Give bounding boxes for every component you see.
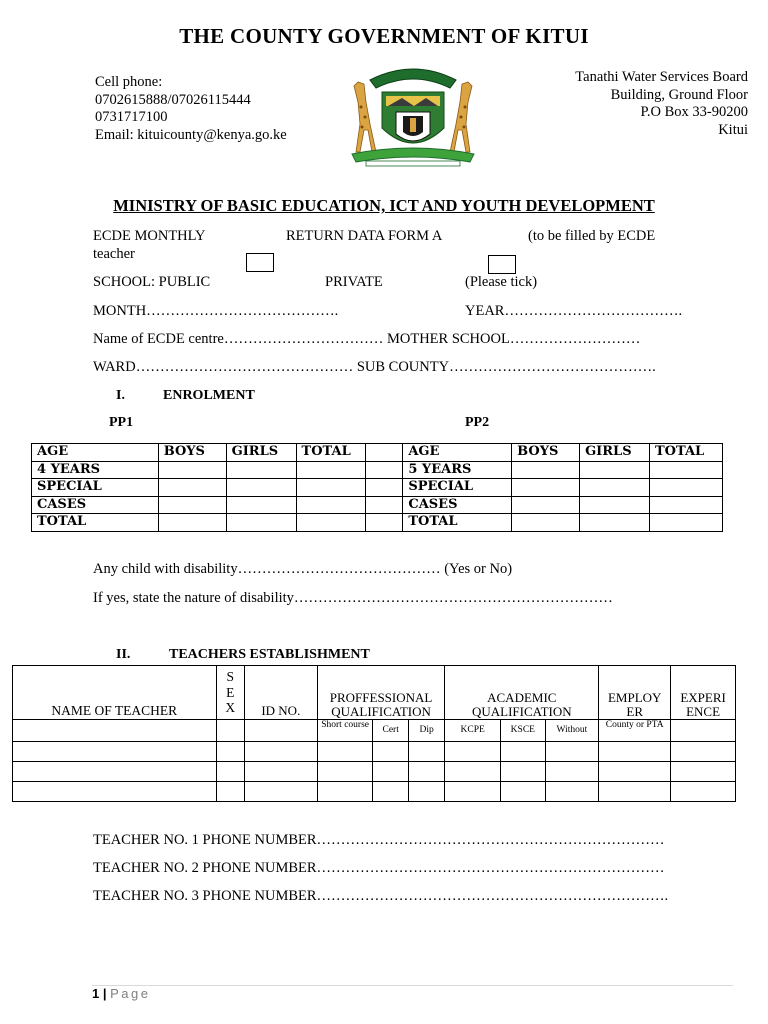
input-cell[interactable] <box>512 479 580 497</box>
disability-nature-question[interactable]: If yes, state the nature of disability………………………………………………………… <box>93 590 613 606</box>
input-cell[interactable] <box>13 782 217 802</box>
address-line: Tanathi Water Services Board <box>575 69 748 85</box>
input-cell[interactable] <box>599 742 671 762</box>
spacer-cell <box>365 461 403 479</box>
input-cell[interactable] <box>501 762 546 782</box>
teachers-heading: TEACHERS ESTABLISHMENT <box>169 647 370 662</box>
contact-info-right <box>575 69 748 139</box>
input-cell[interactable] <box>545 762 599 782</box>
spacer-cell <box>365 514 403 532</box>
header-line: QUALIFICATION <box>471 704 572 719</box>
input-cell[interactable] <box>226 461 296 479</box>
column-header: NAME OF TEACHER <box>13 666 217 720</box>
input-cell[interactable] <box>545 782 599 802</box>
input-cell[interactable] <box>580 479 650 497</box>
contact-line: Cell phone: <box>95 74 163 90</box>
spacer-cell <box>365 496 403 514</box>
header-line: EMPLOY <box>607 690 662 705</box>
column-header-experience <box>671 666 736 720</box>
input-cell[interactable] <box>373 762 408 782</box>
row-label: TOTAL <box>32 514 159 532</box>
contact-line: 0731717100 <box>95 109 168 125</box>
column-header-acad <box>445 666 599 720</box>
teacher-1-phone-field[interactable]: TEACHER NO. 1 PHONE NUMBER……………………………………………………………… <box>93 832 665 848</box>
subheader: Without <box>545 720 599 742</box>
enrolment-table <box>31 443 723 532</box>
input-cell[interactable] <box>226 496 296 514</box>
ecde-centre-field[interactable]: Name of ECDE centre…………………………… MOTHER SCHOOL……………………… <box>93 331 641 347</box>
input-cell[interactable] <box>512 514 580 532</box>
row-label: TOTAL <box>403 514 512 532</box>
section-numeral: II. <box>116 647 131 662</box>
document-title: THE COUNTY GOVERNMENT OF KITUI <box>179 24 589 48</box>
input-cell[interactable] <box>158 514 226 532</box>
input-cell[interactable] <box>445 762 501 782</box>
input-cell[interactable] <box>408 742 444 762</box>
input-cell[interactable] <box>13 762 217 782</box>
column-header: GIRLS <box>580 444 650 462</box>
input-cell[interactable] <box>244 762 317 782</box>
row-label: 4 YEARS <box>32 461 159 479</box>
subheader-empty <box>244 720 317 742</box>
column-header-employer <box>599 666 671 720</box>
table-row <box>13 666 736 720</box>
input-cell[interactable] <box>599 782 671 802</box>
page-separator: | <box>102 986 107 1001</box>
subheader: County or PTA <box>599 720 671 742</box>
county-coat-of-arms-logo <box>348 62 478 170</box>
spacer-cell <box>365 479 403 497</box>
input-cell[interactable] <box>158 479 226 497</box>
input-cell[interactable] <box>408 762 444 782</box>
header-line: ENCE <box>686 704 721 719</box>
input-cell[interactable] <box>317 762 373 782</box>
table-row <box>32 444 723 462</box>
column-header-sex <box>216 666 244 720</box>
form-instruction-cont: teacher <box>93 246 135 262</box>
address-line: P.O Box 33-90200 <box>640 104 748 120</box>
column-header: TOTAL <box>296 444 365 462</box>
table-row <box>13 742 736 762</box>
school-private-label: PRIVATE <box>325 274 383 290</box>
form-name-label: RETURN DATA FORM A <box>286 228 443 244</box>
subheader-empty <box>671 720 736 742</box>
column-header: AGE <box>403 444 512 462</box>
row-label: SPECIAL <box>403 479 512 497</box>
teachers-table <box>12 665 736 802</box>
form-type-label: ECDE MONTHLY <box>93 228 206 244</box>
input-cell[interactable] <box>317 742 373 762</box>
input-cell[interactable] <box>244 782 317 802</box>
input-cell[interactable] <box>580 496 650 514</box>
column-header: TOTAL <box>649 444 722 462</box>
footer-divider <box>92 985 733 986</box>
column-header: BOYS <box>512 444 580 462</box>
table-row <box>13 720 736 742</box>
school-public-label: SCHOOL: PUBLIC <box>93 274 211 290</box>
input-cell[interactable] <box>580 461 650 479</box>
column-header: GIRLS <box>226 444 296 462</box>
header-letter: S <box>226 669 234 685</box>
input-cell[interactable] <box>13 742 217 762</box>
column-header: ID NO. <box>244 666 317 720</box>
row-label: CASES <box>403 496 512 514</box>
table-row <box>13 782 736 802</box>
input-cell[interactable] <box>671 742 736 762</box>
input-cell[interactable] <box>445 742 501 762</box>
input-cell[interactable] <box>216 742 244 762</box>
input-cell[interactable] <box>599 762 671 782</box>
subheader: KCPE <box>445 720 501 742</box>
table-row <box>13 762 736 782</box>
subheader: Cert <box>373 720 408 742</box>
pp1-label: PP1 <box>109 415 134 430</box>
input-cell[interactable] <box>671 762 736 782</box>
month-field[interactable]: MONTH…………………………………. <box>93 303 339 319</box>
row-label: 5 YEARS <box>403 461 512 479</box>
pp2-label: PP2 <box>465 415 490 430</box>
header-line: ER <box>626 704 643 719</box>
input-cell[interactable] <box>445 782 501 802</box>
input-cell[interactable] <box>296 461 365 479</box>
input-cell[interactable] <box>317 782 373 802</box>
column-header: AGE <box>32 444 159 462</box>
header-line: EXPERI <box>680 690 726 705</box>
table-row <box>32 479 723 497</box>
table-row <box>32 514 723 532</box>
subheader-empty <box>216 720 244 742</box>
input-cell[interactable] <box>158 496 226 514</box>
public-school-checkbox[interactable] <box>246 253 274 272</box>
header-letter: X <box>225 700 236 716</box>
spacer-cell <box>365 444 403 462</box>
input-cell[interactable] <box>296 479 365 497</box>
ministry-heading: MINISTRY OF BASIC EDUCATION, ICT AND YOUTH DEVELOPMENT <box>113 196 655 215</box>
input-cell[interactable] <box>226 514 296 532</box>
teacher-2-phone-field[interactable]: TEACHER NO. 2 PHONE NUMBER……………………………………………………………… <box>93 860 665 876</box>
table-row <box>32 461 723 479</box>
input-cell[interactable] <box>545 742 599 762</box>
row-label: SPECIAL <box>32 479 159 497</box>
input-cell[interactable] <box>501 742 546 762</box>
address-line: Building, Ground Floor <box>610 86 748 103</box>
input-cell[interactable] <box>373 742 408 762</box>
column-header: BOYS <box>158 444 226 462</box>
address-line: Kitui <box>718 121 748 138</box>
form-instruction: (to be filled by ECDE <box>528 228 656 244</box>
input-cell[interactable] <box>373 782 408 802</box>
input-cell[interactable] <box>408 782 444 802</box>
please-tick-label: (Please tick) <box>465 274 538 290</box>
teacher-3-phone-field[interactable]: TEACHER NO. 3 PHONE NUMBER………………………………………………………………. <box>93 888 669 904</box>
enrolment-heading: ENROLMENT <box>163 388 255 403</box>
header-line: PROFFESSIONAL <box>329 690 433 705</box>
contact-info-left <box>95 74 287 144</box>
contact-line: 0702615888/07026115444 <box>95 91 251 108</box>
subheader: Dip <box>408 720 444 742</box>
input-cell[interactable] <box>580 514 650 532</box>
input-cell[interactable] <box>216 782 244 802</box>
input-cell[interactable] <box>649 461 722 479</box>
contact-line: Email: kituicounty@kenya.go.ke <box>95 126 287 143</box>
ward-field[interactable]: WARD……………………………………… SUB COUNTY……………………………………. <box>93 359 656 375</box>
input-cell[interactable] <box>649 496 722 514</box>
year-field[interactable]: YEAR………………………………. <box>465 303 683 319</box>
subheader-empty <box>13 720 217 742</box>
input-cell[interactable] <box>501 782 546 802</box>
input-cell[interactable] <box>296 514 365 532</box>
subheader: Short course <box>317 720 373 742</box>
column-header-prof <box>317 666 445 720</box>
input-cell[interactable] <box>244 742 317 762</box>
page-number: 1 <box>92 986 100 1001</box>
header-line: QUALIFICATION <box>331 704 431 719</box>
input-cell[interactable] <box>512 496 580 514</box>
input-cell[interactable] <box>649 514 722 532</box>
header-line: ACADEMIC <box>487 690 557 705</box>
input-cell[interactable] <box>671 782 736 802</box>
input-cell[interactable] <box>512 461 580 479</box>
private-school-checkbox[interactable] <box>488 255 516 274</box>
page-footer <box>92 986 151 1001</box>
input-cell[interactable] <box>216 762 244 782</box>
input-cell[interactable] <box>158 461 226 479</box>
section-numeral: I. <box>116 388 125 403</box>
header-letter: E <box>226 684 235 700</box>
disability-question[interactable]: Any child with disability…………………………………… (Yes or No) <box>93 561 513 577</box>
table-row <box>32 496 723 514</box>
input-cell[interactable] <box>649 479 722 497</box>
input-cell[interactable] <box>296 496 365 514</box>
page-label: Page <box>110 986 151 1001</box>
row-label: CASES <box>32 496 159 514</box>
subheader: KSCE <box>501 720 546 742</box>
input-cell[interactable] <box>226 479 296 497</box>
